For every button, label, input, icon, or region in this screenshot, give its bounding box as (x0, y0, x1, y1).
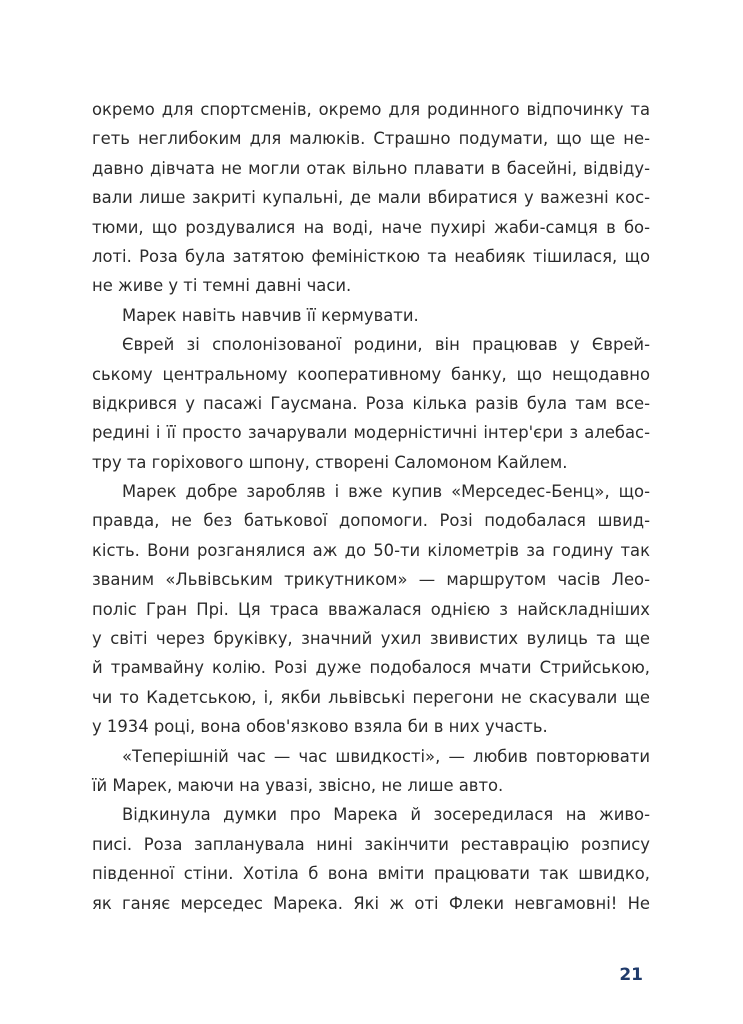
text-line: чи то Кадетською, і, якби львівські перегони не скасували ще (92, 687, 650, 707)
text-line: редині і її просто зачарували модерністичні інтер'єри з алебас- (92, 423, 650, 443)
text-line: «Теперішній час — час швидкості», — любив повторювати (122, 746, 650, 766)
text-line: геть неглибоким для малюків. Страшно подумати, що ще не- (92, 129, 650, 149)
text-line: окремо для спортсменів, окремо для родинного відпочинку та (92, 100, 650, 119)
text-line: Марек навіть навчив її кермувати. (122, 305, 419, 325)
text-line: у світі через бруківку, значний ухил звивистих вулиць та ще (92, 629, 650, 649)
text-line: правда, не без батькової допомоги. Розі подобалася швид- (92, 511, 650, 531)
text-line: кість. Вони розганялися аж до 50-ти кілометрів за годину так (92, 540, 650, 560)
text-line: вали лише закриті купальні, де мали вбиратися у важезні кос- (92, 188, 650, 208)
text-line: тру та горіхового шпону, створені Саломоном Кайлем. (92, 452, 568, 472)
text-line: поліс Гран Прі. Ця траса вважалася однією з найскладніших (92, 599, 650, 619)
text-line: відкрився у пасажі Гаусмана. Роза кілька разів була там все- (92, 393, 650, 413)
text-line: Відкинула думки про Марека й зосередилася на живо- (122, 805, 650, 825)
text-line: Марек добре заробляв і вже купив «Мерседес-Бенц», що- (122, 482, 650, 502)
text-line: лоті. Роза була затятою феміністкою та неабияк тішилася, що (92, 246, 650, 266)
text-line: званим «Львівським трикутником» — маршрутом часів Лео- (92, 570, 650, 590)
text-line: писі. Роза запланувала нині закінчити реставрацію розпису (92, 834, 650, 854)
page-number: 21 (619, 965, 643, 985)
text-line: давно дівчата не могли отак вільно плавати в басейні, відвіду- (92, 158, 650, 178)
text-line: південної стіни. Хотіла б вона вміти працювати так швидко, (92, 864, 650, 884)
text-line: тюми, що роздувалися на воді, наче пухирі жаби-самця в бо- (92, 217, 650, 237)
body-text (92, 95, 650, 918)
text-line: ському центральному кооперативному банку, що нещодавно (92, 364, 650, 384)
text-line: Єврей зі сполонізованої родини, він працював у Єврей- (122, 335, 650, 355)
text-line: й трамвайну колію. Розі дуже подобалося мчати Стрийською, (92, 658, 650, 678)
text-line: не живе у ті темні давні часи. (92, 276, 352, 296)
text-line: їй Марек, маючи на увазі, звісно, не лише авто. (92, 775, 504, 795)
text-line: у 1934 році, вона обов'язково взяла би в них участь. (92, 717, 548, 737)
text-line: як ганяє мерседес Марека. Які ж оті Флеки невгамовні! Не (92, 893, 650, 913)
